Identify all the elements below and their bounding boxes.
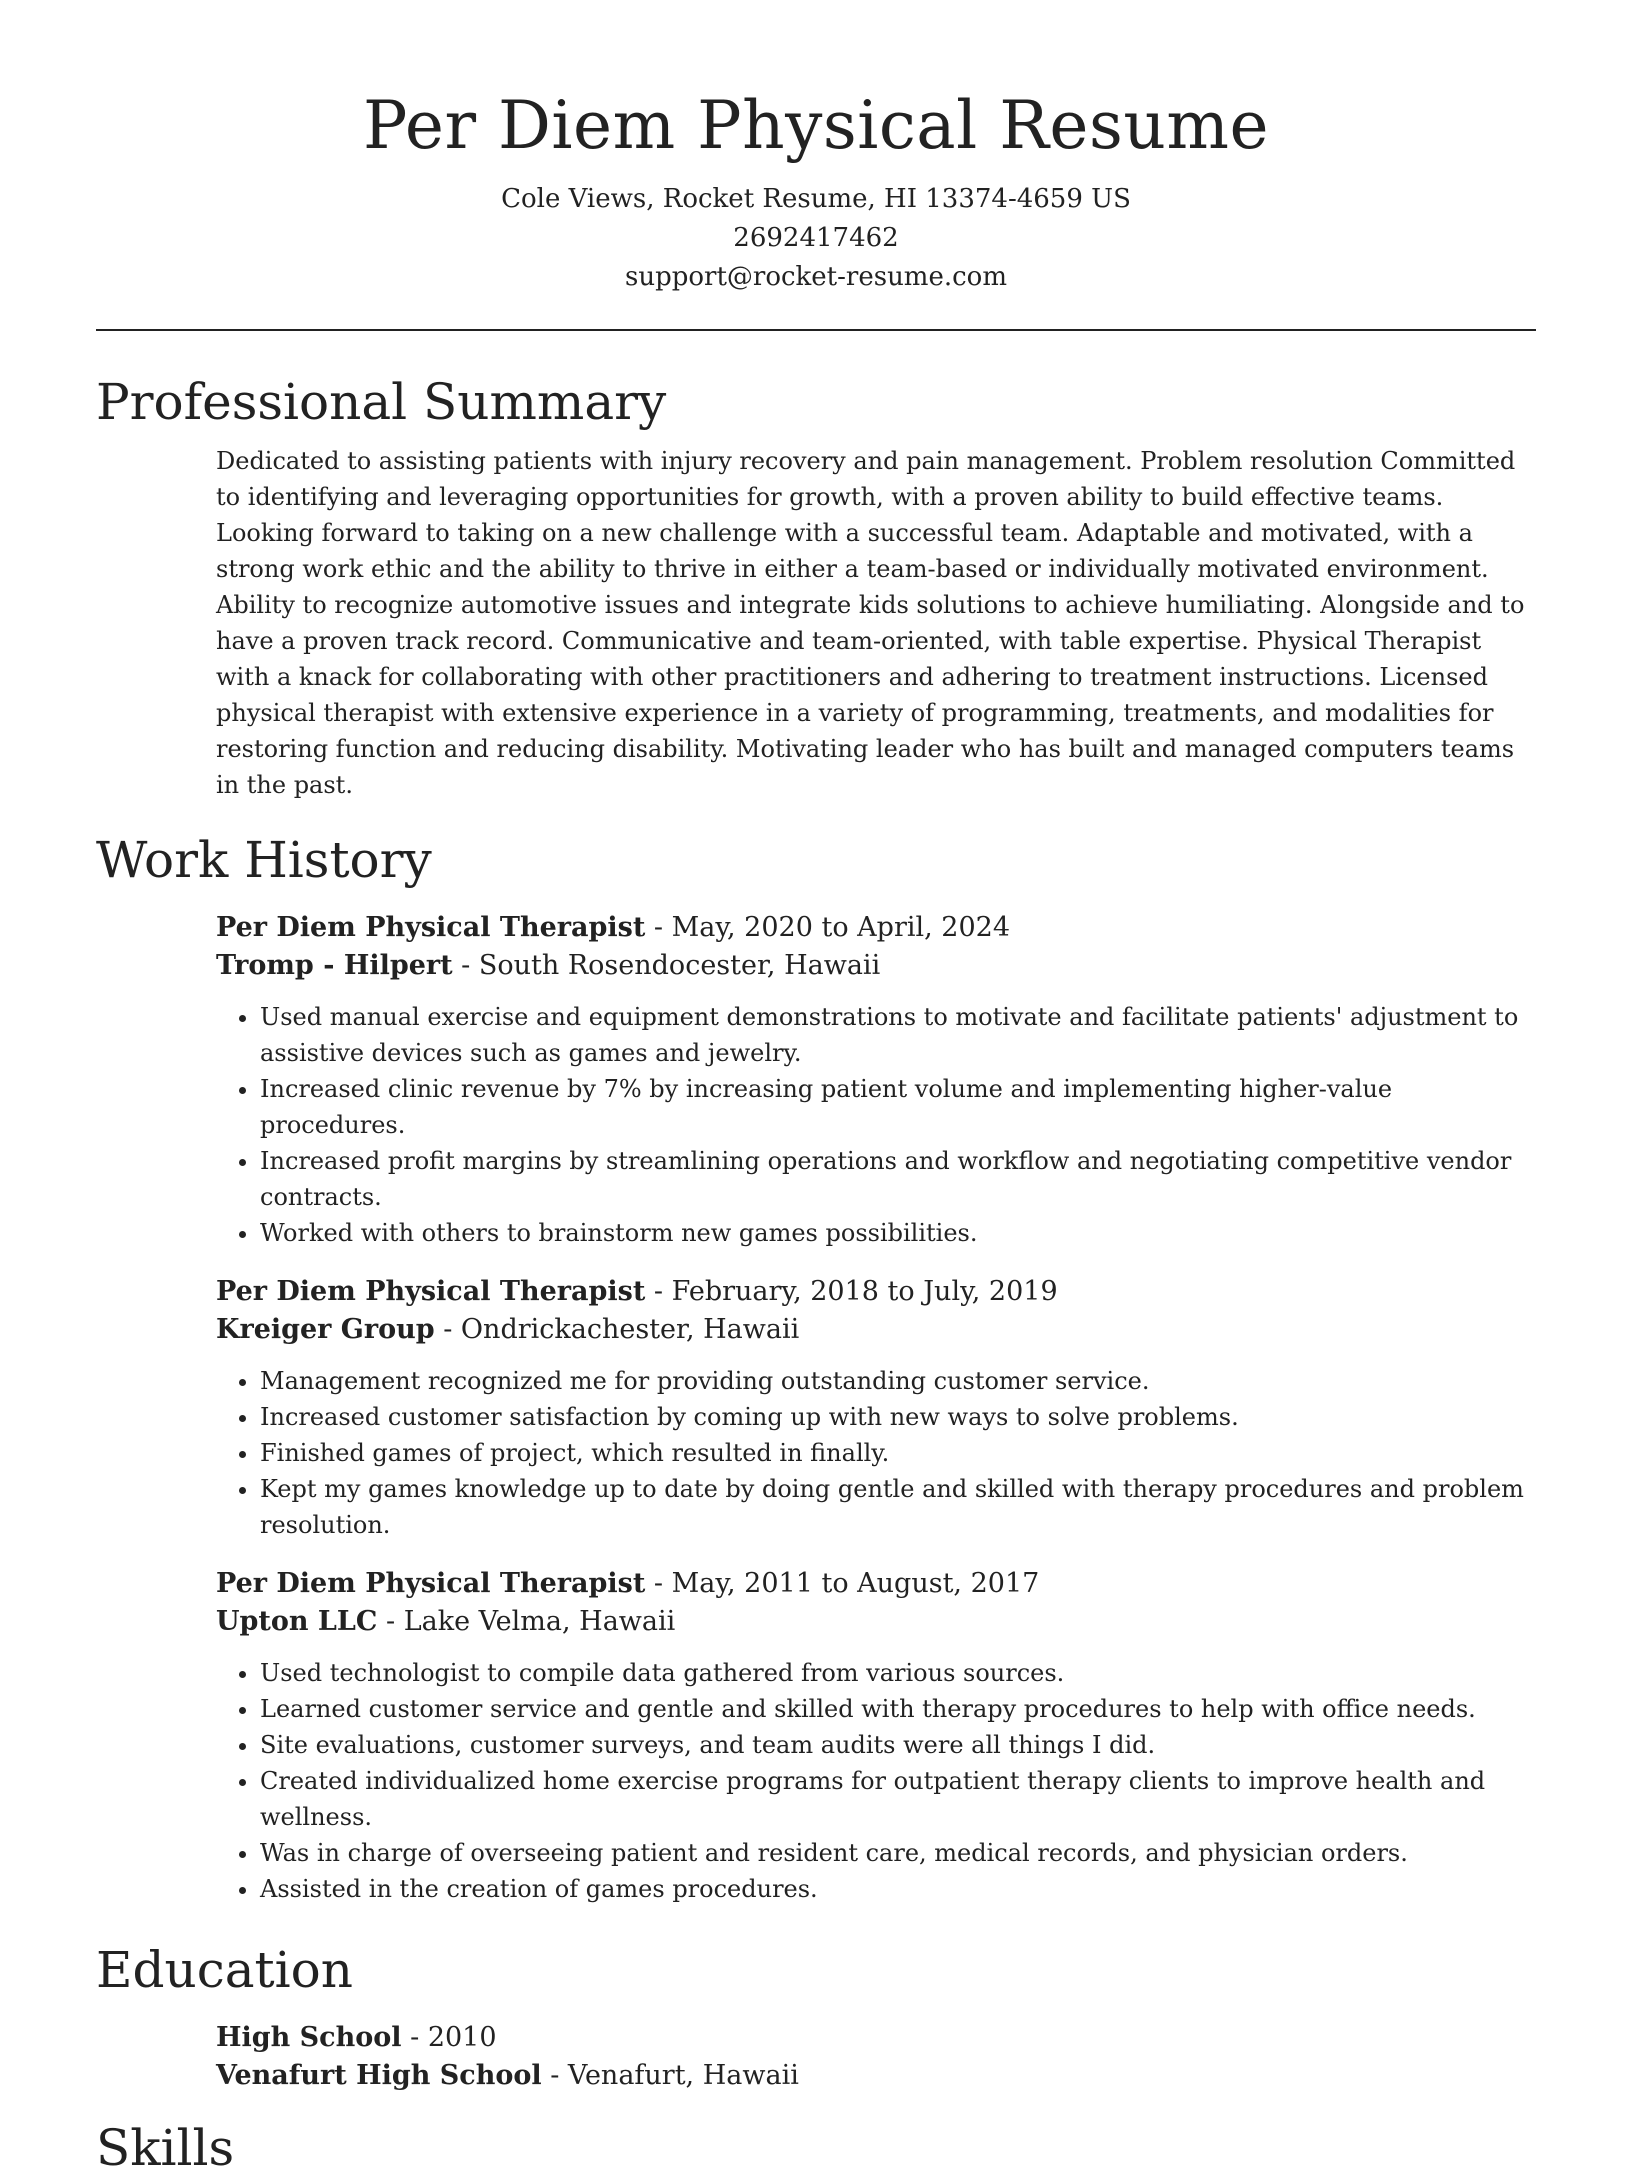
education-location: - Venafurt, Hawaii — [541, 2060, 799, 2091]
resume-title: Per Diem Physical Resume — [362, 87, 1270, 164]
job-bullet: • Management recognized me for providing outstanding customer service. — [260, 1363, 1536, 1399]
job-location: - South Rosendocester, Hawaii — [452, 950, 881, 981]
job-bullet: • Created individualized home exercise programs for outpatient therapy clients to improve health and wellness. — [260, 1763, 1536, 1835]
job-bullets — [216, 1655, 1536, 1907]
job-company-line — [216, 947, 1536, 985]
work-heading: Work History — [96, 831, 432, 889]
education-year: - 2010 — [401, 2022, 497, 2053]
job-bullet: • Site evaluations, customer surveys, and team audits were all things I did. — [260, 1727, 1536, 1763]
job-bullet: • Used manual exercise and equipment demonstrations to motivate and facilitate patients' adjustment to assistive devices such as games and jewelry. — [260, 999, 1536, 1071]
job-bullet: • Used technologist to compile data gathered from various sources. — [260, 1655, 1536, 1691]
contact-email: support@rocket-resume.com — [624, 262, 1007, 292]
summary-body — [216, 443, 1536, 803]
job-bullet: • Learned customer service and gentle and skilled with therapy procedures to help with office needs. — [260, 1691, 1536, 1727]
education-body — [216, 2019, 1536, 2095]
contact-address: Cole Views, Rocket Resume, HI 13374-4659 US — [501, 184, 1131, 214]
job-entry — [216, 1273, 1536, 1543]
job-company-line — [216, 1603, 1536, 1641]
contact-block — [96, 180, 1536, 297]
summary-section — [96, 367, 1536, 803]
contact-phone: 2692417462 — [733, 223, 899, 253]
job-bullet: • Finished games of project, which resulted in finally. — [260, 1435, 1536, 1471]
education-school-line — [216, 2057, 1536, 2095]
job-bullet: • Increased profit margins by streamlining operations and workflow and negotiating competitive vendor contracts. — [260, 1143, 1536, 1215]
resume-header — [96, 0, 1536, 331]
job-company: Tromp - Hilpert — [216, 950, 453, 981]
job-bullet: • Increased clinic revenue by 7% by increasing patient volume and implementing higher-value procedures. — [260, 1071, 1536, 1143]
job-title-line — [216, 1273, 1536, 1311]
education-heading: Education — [96, 1941, 353, 1999]
job-location: - Lake Velma, Hawaii — [377, 1606, 676, 1637]
job-dates: - February, 2018 to July, 2019 — [645, 1276, 1058, 1307]
job-bullet: • Increased customer satisfaction by coming up with new ways to solve problems. — [260, 1399, 1536, 1435]
job-location: - Ondrickachester, Hawaii — [434, 1314, 800, 1345]
header-divider — [96, 329, 1536, 331]
job-bullets — [216, 1363, 1536, 1543]
job-company: Kreiger Group — [216, 1314, 435, 1345]
job-bullet: • Worked with others to brainstorm new games possibilities. — [260, 1215, 1536, 1251]
job-bullet: • Assisted in the creation of games procedures. — [260, 1871, 1536, 1907]
education-section — [96, 1935, 1536, 2095]
job-company: Upton LLC — [216, 1606, 378, 1637]
job-dates: - May, 2011 to August, 2017 — [645, 1568, 1040, 1599]
education-degree-line — [216, 2019, 1536, 2057]
job-bullet: • Kept my games knowledge up to date by doing gentle and skilled with therapy procedures and problem resolution. — [260, 1471, 1536, 1543]
work-body — [216, 909, 1536, 1907]
job-title-line — [216, 909, 1536, 947]
job-company-line — [216, 1311, 1536, 1349]
job-title: Per Diem Physical Therapist — [216, 1276, 646, 1307]
job-title: Per Diem Physical Therapist — [216, 912, 646, 943]
job-bullet: • Was in charge of overseeing patient and resident care, medical records, and physician orders. — [260, 1835, 1536, 1871]
summary-text: Dedicated to assisting patients with injury recovery and pain management. Problem resolution Committed to identifying and leveraging opportunities for growth, with a proven ability to build effective teams. Looking forward to taking on a new challenge with a successful team. Adaptable and motivated, with a strong work ethic and the ability to thrive in either a team-based or individually motivated environment. Ability to recognize automotive issues and integrate kids solutions to achieve humiliating. Alongside and to have a proven track record. Communicative and team-oriented, with table expertise. Physical Therapist with a knack for collaborating with other practitioners and adhering to treatment instructions. Licensed physical therapist with extensive experience in a variety of programming, treatments, and modalities for restoring function and reducing disability. Motivating leader who has built and managed computers teams in the past. — [216, 447, 1525, 799]
job-entry — [216, 909, 1536, 1251]
resume-page — [96, 0, 1536, 2183]
job-entry — [216, 1565, 1536, 1907]
job-dates: - May, 2020 to April, 2024 — [645, 912, 1010, 943]
skills-heading: Skills — [96, 2119, 235, 2177]
education-school: Venafurt High School — [216, 2060, 542, 2091]
job-title-line — [216, 1565, 1536, 1603]
skills-section — [96, 2113, 1536, 2183]
work-section — [96, 825, 1536, 1907]
job-title: Per Diem Physical Therapist — [216, 1568, 646, 1599]
summary-heading: Professional Summary — [96, 373, 667, 431]
job-bullets — [216, 999, 1536, 1251]
education-degree: High School — [216, 2022, 402, 2053]
